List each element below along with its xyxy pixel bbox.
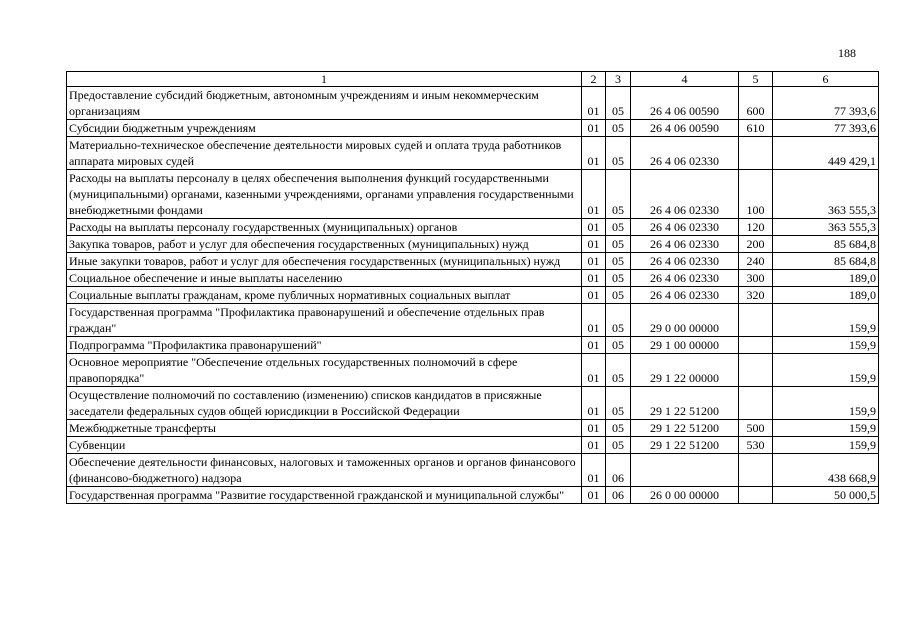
row-target-code: 26 4 06 02330 <box>631 270 739 287</box>
page-number: 188 <box>838 46 856 60</box>
row-target-code: 29 1 22 51200 <box>631 420 739 437</box>
row-target-code <box>631 454 739 487</box>
row-subsection: 05 <box>606 420 631 437</box>
row-amount: 189,0 <box>773 270 879 287</box>
row-expense-type <box>739 354 773 387</box>
row-section: 01 <box>582 337 606 354</box>
row-subsection: 05 <box>606 137 631 170</box>
row-amount: 85 684,8 <box>773 253 879 270</box>
row-target-code: 26 4 06 00590 <box>631 120 739 137</box>
row-section: 01 <box>582 120 606 137</box>
table-row <box>67 454 879 487</box>
row-amount: 159,9 <box>773 387 879 420</box>
table-row <box>67 120 879 137</box>
row-subsection: 05 <box>606 170 631 219</box>
header-col-5: 5 <box>739 72 773 87</box>
row-target-code: 29 1 22 51200 <box>631 387 739 420</box>
table-row <box>67 487 879 504</box>
table-row <box>67 87 879 120</box>
row-expense-type <box>739 387 773 420</box>
row-subsection: 05 <box>606 120 631 137</box>
table-header <box>67 72 879 87</box>
row-amount: 159,9 <box>773 420 879 437</box>
row-amount: 438 668,9 <box>773 454 879 487</box>
table-row <box>67 387 879 420</box>
table-body <box>67 87 879 504</box>
row-name: Расходы на выплаты персоналу государственных (муниципальных) органов <box>67 219 582 236</box>
row-target-code: 26 0 00 00000 <box>631 487 739 504</box>
row-expense-type <box>739 487 773 504</box>
row-target-code: 26 4 06 02330 <box>631 236 739 253</box>
row-section: 01 <box>582 387 606 420</box>
row-section: 01 <box>582 170 606 219</box>
row-expense-type: 240 <box>739 253 773 270</box>
row-subsection: 06 <box>606 487 631 504</box>
table-row <box>67 170 879 219</box>
row-name: Государственная программа "Развитие государственной гражданской и муниципальной службы" <box>67 487 582 504</box>
header-row <box>67 72 879 87</box>
row-section: 01 <box>582 420 606 437</box>
row-expense-type: 300 <box>739 270 773 287</box>
row-amount: 50 000,5 <box>773 487 879 504</box>
row-target-code: 26 4 06 02330 <box>631 219 739 236</box>
row-subsection: 05 <box>606 236 631 253</box>
row-name: Социальное обеспечение и иные выплаты населению <box>67 270 582 287</box>
table-row <box>67 337 879 354</box>
header-col-6: 6 <box>773 72 879 87</box>
row-section: 01 <box>582 287 606 304</box>
budget-table <box>66 71 879 504</box>
row-target-code: 26 4 06 00590 <box>631 87 739 120</box>
row-subsection: 05 <box>606 287 631 304</box>
row-name: Предоставление субсидий бюджетным, автономным учреждениям и иным некоммерческим организациям <box>67 87 582 120</box>
row-target-code: 29 1 00 00000 <box>631 337 739 354</box>
table-row <box>67 236 879 253</box>
row-subsection: 05 <box>606 304 631 337</box>
row-name: Подпрограмма "Профилактика правонарушений" <box>67 337 582 354</box>
row-section: 01 <box>582 219 606 236</box>
row-expense-type: 120 <box>739 219 773 236</box>
row-section: 01 <box>582 487 606 504</box>
row-subsection: 05 <box>606 219 631 236</box>
row-name: Субсидии бюджетным учреждениям <box>67 120 582 137</box>
row-subsection: 05 <box>606 337 631 354</box>
row-expense-type: 530 <box>739 437 773 454</box>
row-name: Государственная программа "Профилактика правонарушений и обеспечение отдельных прав граждан" <box>67 304 582 337</box>
table-row <box>67 270 879 287</box>
row-expense-type: 200 <box>739 236 773 253</box>
row-expense-type: 610 <box>739 120 773 137</box>
table-row <box>67 137 879 170</box>
header-col-4: 4 <box>631 72 739 87</box>
header-col-2: 2 <box>582 72 606 87</box>
row-section: 01 <box>582 454 606 487</box>
row-section: 01 <box>582 354 606 387</box>
table-row <box>67 287 879 304</box>
row-expense-type: 500 <box>739 420 773 437</box>
row-subsection: 05 <box>606 354 631 387</box>
row-amount: 159,9 <box>773 354 879 387</box>
row-target-code: 29 1 22 51200 <box>631 437 739 454</box>
row-section: 01 <box>582 137 606 170</box>
row-amount: 159,9 <box>773 304 879 337</box>
row-subsection: 06 <box>606 454 631 487</box>
row-amount: 77 393,6 <box>773 120 879 137</box>
row-subsection: 05 <box>606 387 631 420</box>
row-amount: 159,9 <box>773 337 879 354</box>
row-section: 01 <box>582 87 606 120</box>
row-expense-type <box>739 304 773 337</box>
row-amount: 85 684,8 <box>773 236 879 253</box>
table-row <box>67 437 879 454</box>
row-amount: 189,0 <box>773 287 879 304</box>
row-expense-type: 100 <box>739 170 773 219</box>
row-amount: 159,9 <box>773 437 879 454</box>
row-section: 01 <box>582 437 606 454</box>
row-section: 01 <box>582 236 606 253</box>
row-amount: 363 555,3 <box>773 170 879 219</box>
row-expense-type: 320 <box>739 287 773 304</box>
row-target-code: 26 4 06 02330 <box>631 287 739 304</box>
row-name: Материально-техническое обеспечение деятельности мировых судей и оплата труда работников аппарата мировых судей <box>67 137 582 170</box>
row-subsection: 05 <box>606 270 631 287</box>
row-target-code: 26 4 06 02330 <box>631 137 739 170</box>
row-section: 01 <box>582 270 606 287</box>
row-name: Расходы на выплаты персоналу в целях обеспечения выполнения функций государственными (муниципальными) органами, казенными учреждениями, органами управления государственными внебюджетными фондами <box>67 170 582 219</box>
row-subsection: 05 <box>606 437 631 454</box>
table-row <box>67 219 879 236</box>
row-name: Основное мероприятие "Обеспечение отдельных государственных полномочий в сфере правопорядка" <box>67 354 582 387</box>
table-row <box>67 420 879 437</box>
row-name: Межбюджетные трансферты <box>67 420 582 437</box>
row-target-code: 26 4 06 02330 <box>631 170 739 219</box>
header-col-3: 3 <box>606 72 631 87</box>
row-name: Обеспечение деятельности финансовых, налоговых и таможенных органов и органов финансового (финансово-бюджетного) надзора <box>67 454 582 487</box>
row-expense-type <box>739 454 773 487</box>
row-name: Осуществление полномочий по составлению (изменению) списков кандидатов в присяжные заседатели федеральных судов общей юрисдикции в Российской Федерации <box>67 387 582 420</box>
row-name: Иные закупки товаров, работ и услуг для обеспечения государственных (муниципальных) нужд <box>67 253 582 270</box>
row-expense-type: 600 <box>739 87 773 120</box>
row-target-code: 29 1 22 00000 <box>631 354 739 387</box>
row-amount: 363 555,3 <box>773 219 879 236</box>
row-name: Закупка товаров, работ и услуг для обеспечения государственных (муниципальных) нужд <box>67 236 582 253</box>
row-amount: 449 429,1 <box>773 137 879 170</box>
row-section: 01 <box>582 253 606 270</box>
table-row <box>67 253 879 270</box>
row-amount: 77 393,6 <box>773 87 879 120</box>
row-name: Субвенции <box>67 437 582 454</box>
row-target-code: 26 4 06 02330 <box>631 253 739 270</box>
row-expense-type <box>739 337 773 354</box>
header-col-1: 1 <box>67 72 582 87</box>
row-section: 01 <box>582 304 606 337</box>
table-row <box>67 304 879 337</box>
row-subsection: 05 <box>606 87 631 120</box>
table-row <box>67 354 879 387</box>
row-subsection: 05 <box>606 253 631 270</box>
row-name: Социальные выплаты гражданам, кроме публичных нормативных социальных выплат <box>67 287 582 304</box>
row-expense-type <box>739 137 773 170</box>
row-target-code: 29 0 00 00000 <box>631 304 739 337</box>
